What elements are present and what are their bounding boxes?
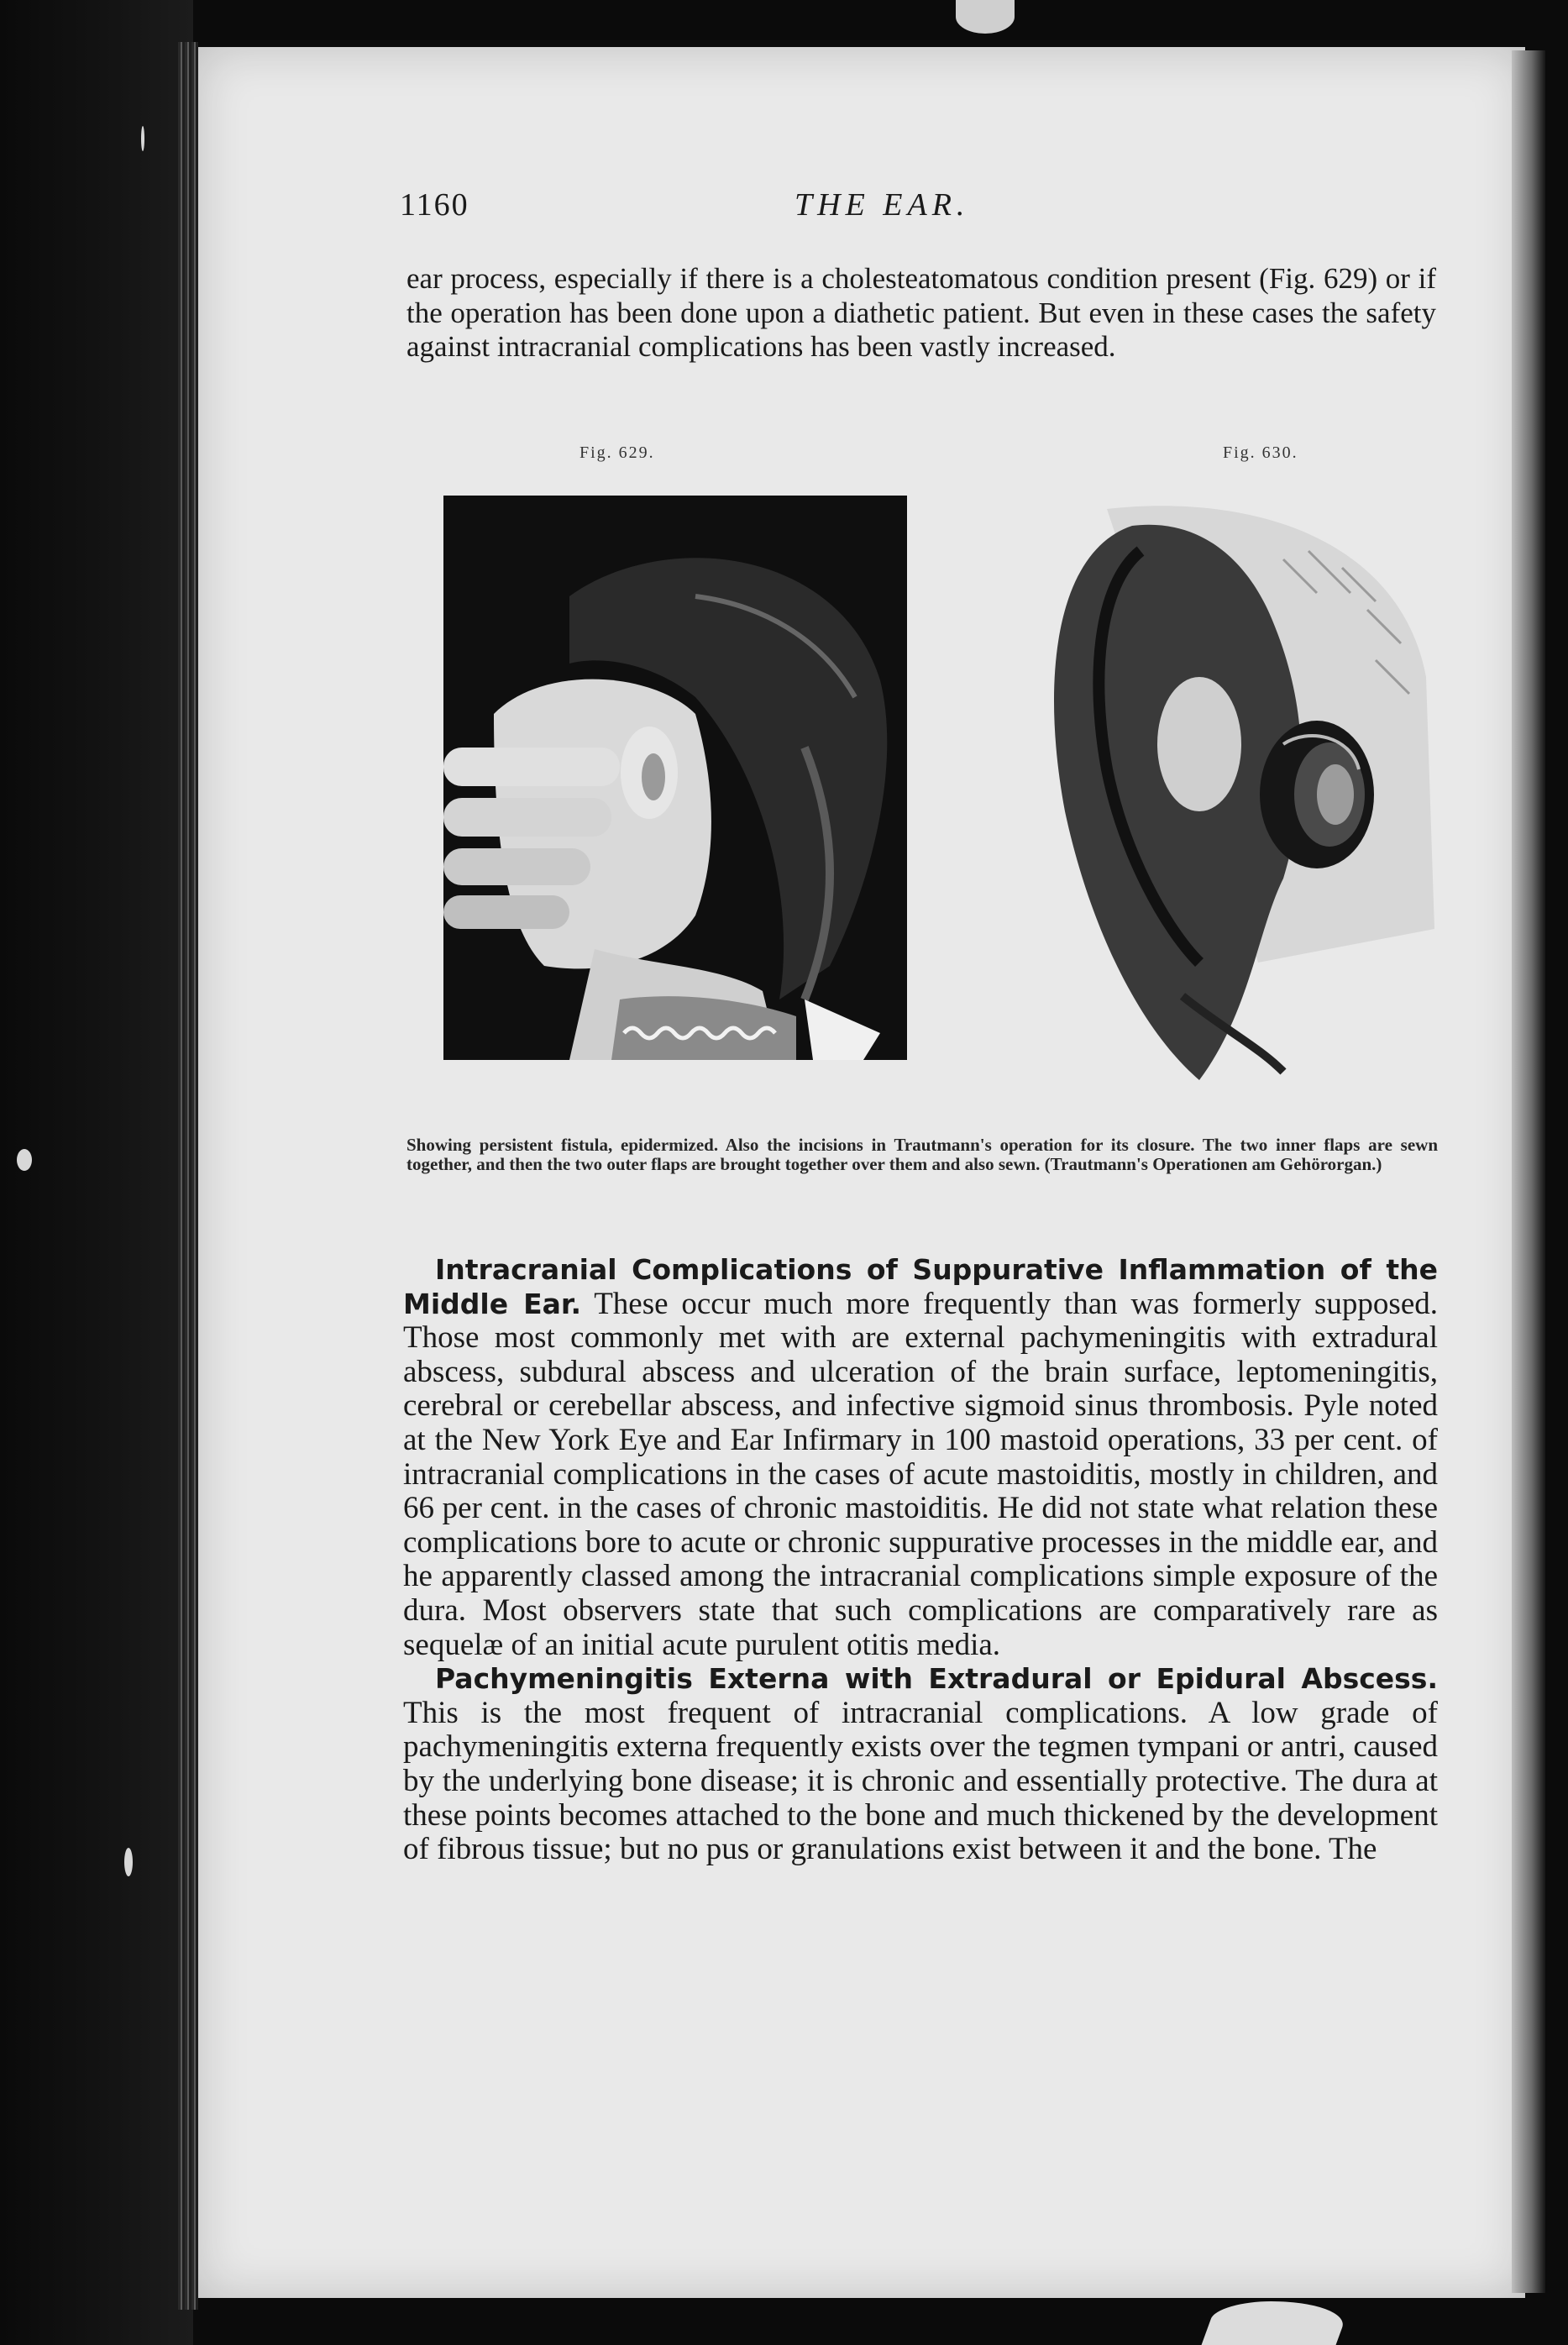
section-heading: Intracranial Complications of Suppurative Inflammation of the Middle Ear. <box>403 1253 1438 1320</box>
scan-margin <box>0 0 193 2345</box>
scan-speck <box>956 0 1015 34</box>
body-text <box>403 1253 1438 1867</box>
section-text: These occur much more frequently than was formerly supposed. Those most commonly met with are external pachymeningitis with extradural abscess, subdural abscess and ulceration of the brain surface, leptomeningitis, cerebral or cerebellar abscess, and infective sigmoid sinus thrombosis. Pyle noted at the New York Eye and Ear Infirmary in 100 mastoid operations, 33 per cent. of intracranial complications in the cases of acute mastoiditis, mostly in children, and 66 per cent. in the cases of chronic mastoiditis. He did not state what relation these complications bore to acute or chronic suppurative processes in the middle ear, and he apparently classed among the intracranial complications simple exposure of the dura. Most observers state that such complications are comparatively rare as sequelæ of an initial acute purulent otitis media. <box>403 1286 1438 1662</box>
scan-speck <box>17 1149 32 1171</box>
scan-speck <box>1202 2301 1352 2345</box>
figure-629-label: Fig. 629. <box>579 443 655 462</box>
book-gutter <box>178 42 198 2310</box>
running-head <box>400 186 1434 223</box>
intro-paragraph: ear process, especially if there is a cholesteatomatous condition present (Fig. 629) or if the operation has been done upon a diathetic patient. But even in these cases the safety against intracranial complications has been vastly increased. <box>406 262 1436 363</box>
figure-630-drawing <box>1006 492 1443 1080</box>
section-pachymeningitis <box>403 1662 1438 1867</box>
scan-speck <box>124 1848 133 1876</box>
page-number: 1160 <box>400 187 469 223</box>
section-text: This is the most frequent of intracranial complications. A low grade of pachymeningitis externa frequently exists over the tegmen tympani or antri, caused by the underlying bone disease; it is chronic and essentially protective. The dura at these points becomes attached to the bone and much thickened by the development of fibrous tissue; but no pus or granulations exist between it and the bone. The <box>403 1695 1438 1867</box>
section-heading: Pachymeningitis Externa with Extradural or Epidural Abscess. <box>435 1662 1438 1696</box>
section-intracranial-complications <box>403 1253 1438 1662</box>
running-title: THE EAR. <box>794 187 970 223</box>
figure-630-label: Fig. 630. <box>1223 443 1298 462</box>
page-edge <box>1512 50 1545 2293</box>
figure-629-photo <box>443 496 907 1060</box>
figure-caption: Showing persistent fistula, epidermized. Also the incisions in Trautmann's operation for its closure. The two inner flaps are sewn together, and then the two outer flaps are brought together over them and also sewn. (Trautmann's Operationen am Gehörorgan.) <box>406 1135 1438 1174</box>
ear-incision-illustration <box>1006 492 1443 1080</box>
scan-speck <box>141 126 144 151</box>
child-profile-illustration <box>443 496 907 1060</box>
